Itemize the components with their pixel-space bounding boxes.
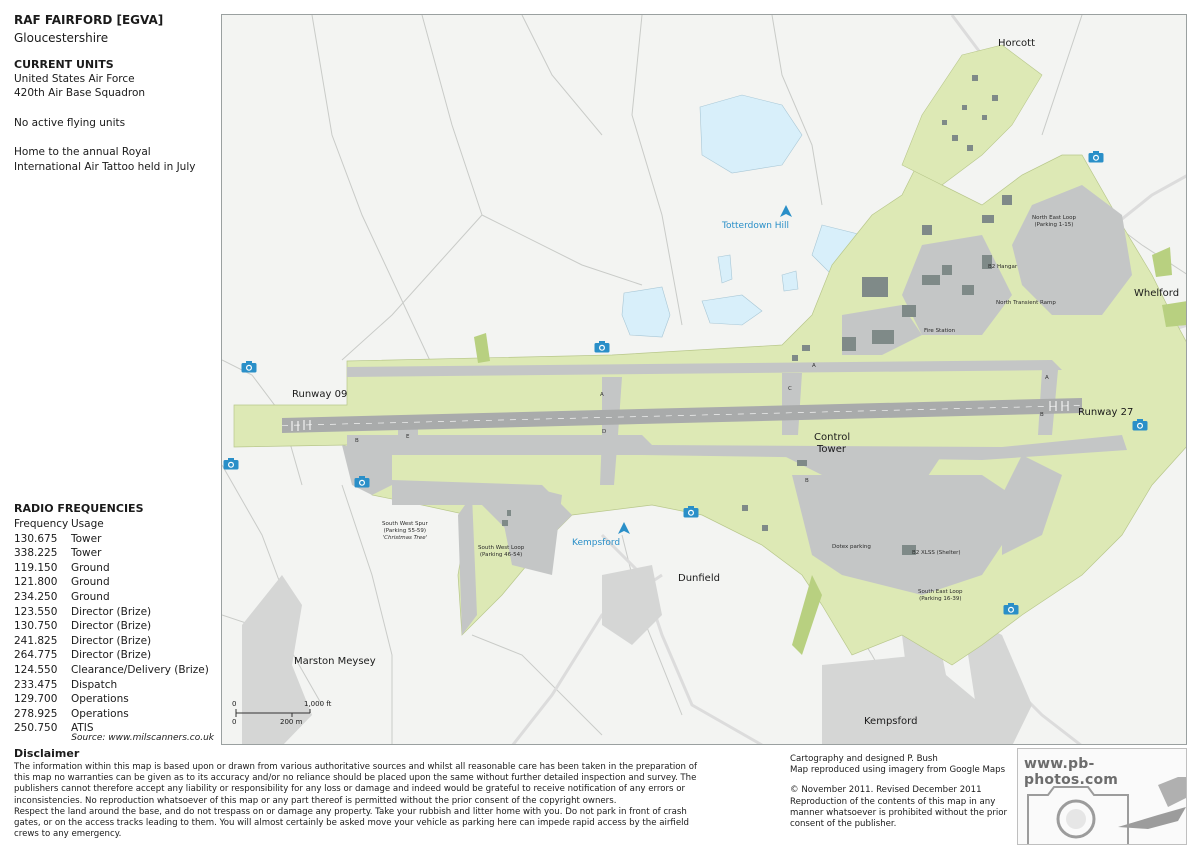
label-control-tower-1: Control	[814, 432, 851, 443]
taxiway-a-1: A	[812, 363, 816, 369]
frequency-usage: Director (Brize)	[71, 649, 152, 662]
scale-zero-ft: 0	[232, 700, 237, 708]
frequency-usage: Ground	[71, 576, 110, 589]
camera-icon[interactable]	[1132, 419, 1148, 431]
frequency-row	[14, 678, 209, 693]
label-fire-station: Fire Station	[924, 328, 956, 334]
taxiway-b-1: B	[355, 438, 359, 444]
unit-line-1: United States Air Force	[14, 73, 135, 85]
frequency-usage: Dispatch	[71, 678, 118, 691]
unit-line-2: 420th Air Base Squadron	[14, 87, 146, 99]
disclaimer-text-2: Respect the land around the base, and do not trespass on or damage any property. Take your rubbish and litter home with you. Do not park in front of crash gates, or on the access tracks leading to them. You will almost certainly be asked move your vehicle as parking here can impede rapid access by the airfield crews to any emergency.	[14, 806, 689, 840]
label-runway-27: Runway 27	[1078, 407, 1134, 418]
radio-heading: RADIO FREQUENCIES	[14, 502, 144, 515]
camera-icon[interactable]	[1088, 151, 1104, 163]
frequency-value: 119.150	[14, 561, 58, 574]
usage-column-header: Usage	[71, 518, 104, 530]
frequency-row	[14, 619, 209, 634]
frequency-usage: Tower	[71, 532, 102, 545]
camera-icon[interactable]	[223, 458, 239, 470]
frequency-usage: Clearance/Delivery (Brize)	[71, 663, 209, 676]
taxiway-e: E	[406, 434, 410, 440]
copyright-line: © November 2011. Revised December 2011	[790, 785, 982, 796]
frequency-value: 233.475	[14, 678, 58, 691]
frequency-usage: Operations	[71, 693, 129, 706]
disclaimer	[14, 747, 714, 840]
frequency-value: 123.550	[14, 605, 58, 618]
scale-m-label: 200 m	[280, 718, 303, 726]
taxiway-a-3: A	[1045, 375, 1049, 381]
frequency-value: 338.225	[14, 547, 58, 560]
frequency-usage: ATIS	[71, 722, 94, 735]
frequency-row	[14, 590, 209, 605]
frequency-usage: Operations	[71, 707, 129, 720]
frequency-row	[14, 605, 209, 620]
frequency-row	[14, 575, 209, 590]
taxiway-a-2: A	[600, 392, 604, 398]
units-note: No active flying units	[14, 117, 126, 129]
logo-url: www.pb-photos.com	[1024, 756, 1119, 788]
frequency-row	[14, 663, 209, 678]
scale-zero-m: 0	[232, 718, 237, 726]
label-dotex-parking: Dotex parking	[832, 544, 871, 550]
label-sw-loop-title: South West Loop	[478, 545, 525, 551]
label-b2-xlss: B2 XLSS (Shelter)	[912, 550, 961, 556]
frequency-value: 234.250	[14, 590, 58, 603]
camera-icon[interactable]	[683, 506, 699, 518]
frequency-table	[14, 517, 209, 736]
taxiway-d: D	[602, 429, 607, 435]
credit-cartography: Cartography and designed P. Bush	[790, 754, 938, 764]
map-graphic	[222, 15, 1187, 745]
scale-ft-label: 1,000 ft	[304, 700, 332, 708]
label-transient-ramp: North Transient Ramp	[996, 300, 1056, 306]
camera-icon[interactable]	[354, 476, 370, 488]
frequency-value: 124.550	[14, 663, 58, 676]
label-control-tower-2: Tower	[817, 444, 846, 455]
frequency-row	[14, 707, 209, 722]
label-sw-spur-title: South West Spur	[382, 521, 428, 527]
label-sw-spur-nickname: 'Christmas Tree'	[382, 535, 428, 541]
place-kempsford-town: Kempsford	[864, 716, 918, 727]
place-totterdown-hill: Totterdown Hill	[722, 221, 790, 231]
camera-icon[interactable]	[1003, 603, 1019, 615]
map-subtitle: Gloucestershire	[14, 31, 109, 45]
camera-logo-icon	[1018, 777, 1187, 845]
place-marston-meysey: Marston Meysey	[294, 656, 376, 667]
label-ne-loop-parking: (Parking 1-15)	[1034, 222, 1074, 228]
label-b2-hangar: B2 Hangar	[988, 264, 1018, 270]
credit-imagery: Map reproduced using imagery from Google Maps	[790, 765, 1006, 776]
frequency-value: 130.750	[14, 620, 58, 633]
frequency-row	[14, 546, 209, 561]
airfield-map[interactable]	[221, 14, 1187, 745]
tattoo-note: Home to the annual Royal International Air Tattoo held in July	[14, 146, 196, 173]
frequency-column-header: Frequency	[14, 518, 69, 530]
frequency-value: 121.800	[14, 576, 58, 589]
disclaimer-title: Disclaimer	[14, 747, 80, 760]
frequency-value: 129.700	[14, 693, 58, 706]
label-se-loop-title: South East Loop	[918, 589, 963, 595]
frequency-source: Source: www.milscanners.co.uk	[71, 733, 214, 743]
frequency-row	[14, 634, 209, 649]
frequency-usage: Tower	[71, 547, 102, 560]
frequency-value: 264.775	[14, 649, 58, 662]
label-sw-spur	[382, 521, 428, 542]
label-ne-loop	[1032, 215, 1076, 229]
place-dunfield: Dunfield	[678, 573, 720, 584]
scale-bar	[232, 701, 352, 731]
frequency-usage: Director (Brize)	[71, 605, 152, 618]
taxiway-b-2: B	[805, 478, 809, 484]
frequency-row	[14, 561, 209, 576]
label-ne-loop-title: North East Loop	[1032, 215, 1076, 221]
totterdown-marker-icon	[780, 205, 792, 217]
taxiway-c: C	[788, 386, 792, 392]
frequency-rows	[14, 532, 209, 736]
info-panel	[0, 0, 222, 745]
taxiway-b-3: B	[1040, 412, 1044, 418]
frequency-value: 241.825	[14, 634, 58, 647]
place-horcott: Horcott	[998, 38, 1035, 49]
label-se-loop	[918, 589, 963, 603]
label-sw-spur-parking: (Parking 55-59)	[383, 528, 427, 534]
frequency-row	[14, 692, 209, 707]
frequency-row	[14, 532, 209, 547]
frequency-usage: Director (Brize)	[71, 620, 152, 633]
horcott-area	[902, 45, 1042, 185]
credits	[790, 754, 1010, 830]
frequency-row	[14, 648, 209, 663]
camera-icon[interactable]	[594, 341, 610, 353]
map-title: RAF FAIRFORD [EGVA]	[14, 13, 164, 27]
frequency-usage: Director (Brize)	[71, 634, 152, 647]
frequency-value: 278.925	[14, 707, 58, 720]
frequency-usage: Ground	[71, 590, 110, 603]
label-sw-loop-parking: (Parking 46-54)	[479, 552, 523, 558]
label-runway-09: Runway 09	[292, 389, 348, 400]
pb-photos-logo[interactable]	[1017, 748, 1187, 845]
label-sw-loop	[478, 545, 524, 559]
copyright-notice: Reproduction of the contents of this map in any manner whatsoever is prohibited without the prior consent of the publisher.	[790, 796, 1008, 830]
frequency-header-row	[14, 517, 209, 532]
frequency-value: 250.750	[14, 722, 58, 735]
kempsford-marker-icon	[618, 522, 630, 534]
frequency-value: 130.675	[14, 532, 58, 545]
disclaimer-text-1: The information within this map is based upon or drawn from various authoritative sources and whilst all reasonable care has been taken in the preparation of this map no warranties can be given as to its accuracy and/or no reliance should be placed upon the same without further detailed inspection and survey. The publishers cannot therefore accept any liability or responsibility for any loss or damage and indeed would be grateful to receive notification of any errors or inconsistencies. No reproduction whatsoever of this map or any part thereof is permitted without the prior consent of the copyright owners.	[14, 762, 697, 806]
frequency-usage: Ground	[71, 561, 110, 574]
place-kempsford-hill: Kempsford	[572, 538, 621, 548]
camera-icon[interactable]	[241, 361, 257, 373]
units-heading: CURRENT UNITS	[14, 58, 114, 71]
place-whelford: Whelford	[1134, 288, 1180, 299]
label-se-loop-parking: (Parking 16-39)	[919, 596, 962, 602]
